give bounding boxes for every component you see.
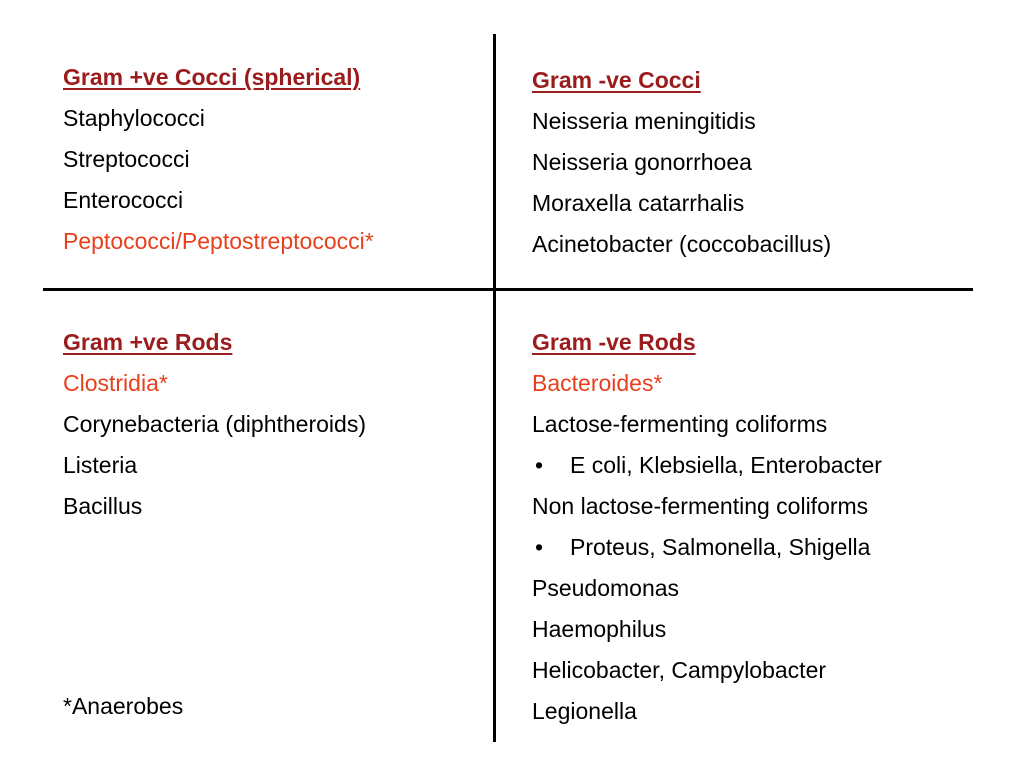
list-item: Haemophilus bbox=[532, 616, 667, 642]
bullet-icon: • bbox=[535, 534, 544, 560]
quadrant-gram-negative-cocci bbox=[532, 60, 831, 265]
list-item: Corynebacteria (diphtheroids) bbox=[63, 411, 366, 437]
quadrant-heading: Gram -ve Rods bbox=[532, 329, 696, 355]
list-item-anaerobe: Clostridia* bbox=[63, 370, 168, 396]
horizontal-divider bbox=[43, 288, 973, 291]
quadrant-gram-positive-cocci bbox=[63, 57, 374, 262]
quadrant-gram-positive-rods bbox=[63, 322, 366, 527]
footnote: *Anaerobes bbox=[63, 693, 184, 719]
list-item: Acinetobacter (coccobacillus) bbox=[532, 231, 832, 257]
list-item: Enterococci bbox=[63, 187, 184, 213]
list-item: Non lactose-fermenting coliforms bbox=[532, 493, 869, 519]
list-item: Helicobacter, Campylobacter bbox=[532, 657, 827, 683]
list-item: Moraxella catarrhalis bbox=[532, 190, 745, 216]
bulleted-list-item bbox=[532, 445, 882, 486]
vertical-divider bbox=[493, 34, 496, 742]
list-item-anaerobe: Peptococci/Peptostreptococci* bbox=[63, 228, 374, 254]
list-item: Legionella bbox=[532, 698, 637, 724]
list-item: Neisseria meningitidis bbox=[532, 108, 756, 134]
list-item: Listeria bbox=[63, 452, 138, 478]
bullet-icon: • bbox=[535, 452, 544, 478]
quadrant-heading: Gram -ve Cocci bbox=[532, 67, 701, 93]
bullet-text: E coli, Klebsiella, Enterobacter bbox=[570, 452, 882, 478]
quadrant-heading: Gram +ve Rods bbox=[63, 329, 233, 355]
quadrant-gram-negative-rods bbox=[532, 322, 882, 732]
list-item: Streptococci bbox=[63, 146, 190, 172]
list-item: Lactose-fermenting coliforms bbox=[532, 411, 828, 437]
list-item: Staphylococci bbox=[63, 105, 205, 131]
bullet-text: Proteus, Salmonella, Shigella bbox=[570, 534, 871, 560]
list-item: Pseudomonas bbox=[532, 575, 680, 601]
list-item-anaerobe: Bacteroides* bbox=[532, 370, 663, 396]
bulleted-list-item bbox=[532, 527, 882, 568]
quadrant-heading: Gram +ve Cocci (spherical) bbox=[63, 64, 361, 90]
list-item: Neisseria gonorrhoea bbox=[532, 149, 752, 175]
list-item: Bacillus bbox=[63, 493, 143, 519]
